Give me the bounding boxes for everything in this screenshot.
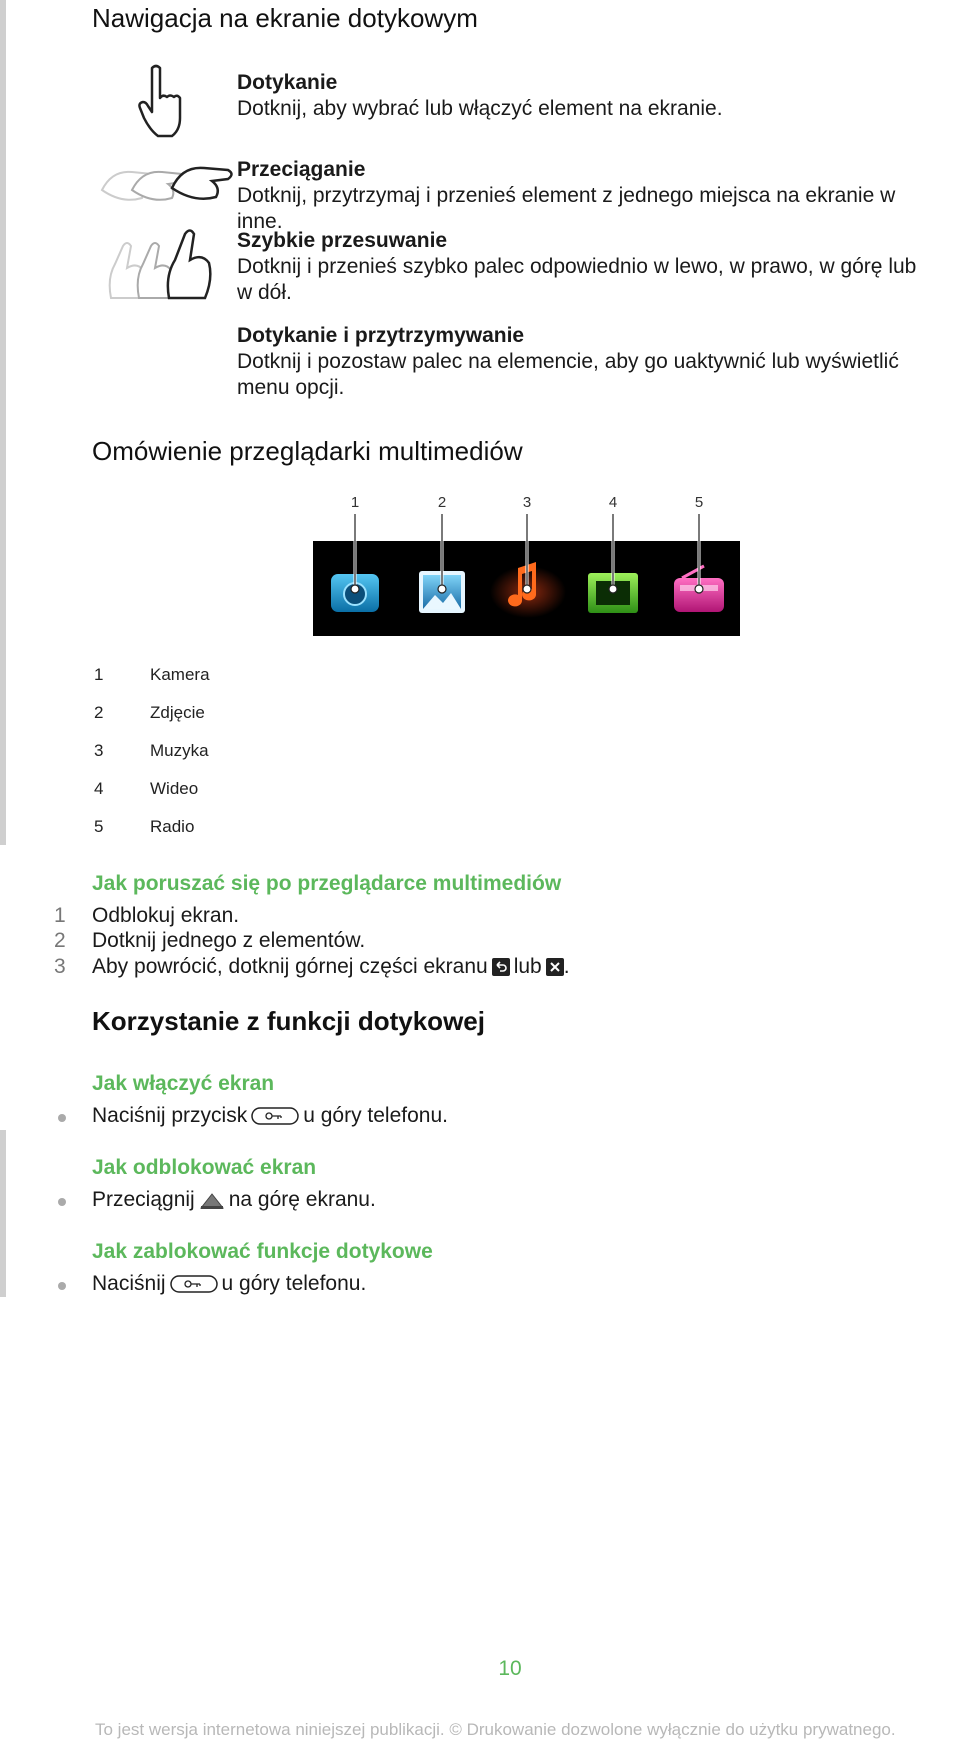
margin-bar-top bbox=[0, 0, 6, 845]
step-number: 3 bbox=[54, 955, 66, 978]
bullet-text bbox=[92, 1272, 366, 1296]
media-browser-figure bbox=[300, 488, 760, 638]
step-number: 2 bbox=[54, 929, 66, 952]
bullet-text-after: u góry telefonu. bbox=[303, 1104, 448, 1127]
bullet-dot bbox=[58, 1198, 66, 1206]
gesture-title: Dotykanie i przytrzymywanie bbox=[237, 324, 525, 347]
bullet-text-before: Naciśnij bbox=[92, 1272, 166, 1295]
step-text: Odblokuj ekran. bbox=[92, 904, 240, 927]
callout-3: 3 bbox=[522, 494, 532, 511]
step-text bbox=[92, 955, 570, 979]
step-text: Dotknij jednego z elementów. bbox=[92, 929, 366, 952]
footer-notice: To jest wersja internetowa niniejszej publikacji. © Drukowanie dozwolone wyłącznie do użytku prywatnego. bbox=[95, 1720, 896, 1739]
section-title-media: Omówienie przeglądarki multimediów bbox=[92, 436, 523, 466]
gesture-title: Dotykanie bbox=[237, 71, 338, 94]
bullet-text-before: Naciśnij przycisk bbox=[92, 1104, 248, 1127]
howto-title-lock: Jak zablokować funkcje dotykowe bbox=[92, 1240, 433, 1263]
legend-num: 4 bbox=[94, 779, 104, 798]
gesture-desc: Dotknij i pozostaw palec na elemencie, aby go uaktywnić lub wyświetlić menu opcji. bbox=[237, 350, 899, 399]
step-text-mid: lub bbox=[513, 955, 542, 978]
legend-num: 2 bbox=[94, 703, 104, 722]
bullet-unlock bbox=[0, 1188, 900, 1216]
gesture-desc: Dotknij, przytrzymaj i przenieś element z jednego miejsca na ekranie w inne. bbox=[237, 184, 896, 233]
legend-label: Radio bbox=[150, 817, 195, 836]
howto-title-unlock: Jak odblokować ekran bbox=[92, 1156, 317, 1179]
legend-label: Muzyka bbox=[150, 741, 209, 760]
step-text-after: . bbox=[563, 955, 570, 978]
bullet-dot bbox=[58, 1114, 66, 1122]
legend-label: Zdjęcie bbox=[150, 703, 205, 722]
step-3 bbox=[0, 955, 900, 981]
gesture-drag bbox=[237, 157, 937, 235]
callout-4: 4 bbox=[608, 494, 618, 511]
callout-2: 2 bbox=[437, 494, 447, 511]
drag-hand-icon bbox=[92, 150, 242, 210]
howto-title-navigate: Jak poruszać się po przeglądarce multimediów bbox=[92, 872, 562, 895]
step-number: 1 bbox=[54, 904, 66, 927]
bullet-text-after: na górę ekranu. bbox=[228, 1188, 376, 1211]
page-number: 10 bbox=[498, 1657, 522, 1680]
step-1 bbox=[0, 904, 900, 930]
bullet-text-after: u góry telefonu. bbox=[221, 1272, 367, 1295]
callout-1: 1 bbox=[350, 494, 360, 511]
close-icon bbox=[546, 958, 564, 976]
lock-key-icon bbox=[251, 1107, 299, 1125]
legend-label: Wideo bbox=[150, 779, 199, 798]
gesture-desc: Dotknij, aby wybrać lub włączyć element na ekranie. bbox=[237, 97, 723, 120]
gesture-hold bbox=[237, 323, 937, 401]
gesture-title: Przeciąganie bbox=[237, 158, 366, 181]
flick-hand-icon bbox=[103, 224, 223, 306]
legend-num: 3 bbox=[94, 741, 104, 760]
bullet-dot bbox=[58, 1282, 66, 1290]
tap-hand-icon bbox=[138, 64, 186, 142]
callout-5: 5 bbox=[694, 494, 704, 511]
bullet-text bbox=[92, 1104, 448, 1128]
lock-key-icon bbox=[170, 1275, 218, 1293]
section-title-touch-nav: Nawigacja na ekranie dotykowym bbox=[92, 3, 478, 33]
unlock-slider-icon bbox=[199, 1190, 225, 1210]
howto-title-turn-on: Jak włączyć ekran bbox=[92, 1072, 275, 1095]
step-text-before: Aby powrócić, dotknij górnej części ekranu bbox=[92, 955, 488, 978]
gesture-desc: Dotknij i przenieś szybko palec odpowiednio w lewo, w prawo, w górę lub w dół. bbox=[237, 255, 917, 304]
gesture-title: Szybkie przesuwanie bbox=[237, 229, 448, 252]
section-title-touch-func: Korzystanie z funkcji dotykowej bbox=[92, 1006, 485, 1036]
legend-num: 1 bbox=[94, 665, 104, 684]
back-icon bbox=[492, 958, 510, 976]
legend-num: 5 bbox=[94, 817, 104, 836]
gesture-flick bbox=[237, 228, 937, 306]
bullet-lock bbox=[0, 1272, 900, 1300]
gesture-tap bbox=[237, 70, 937, 122]
bullet-text bbox=[92, 1188, 376, 1212]
bullet-turn-on bbox=[0, 1104, 900, 1132]
step-2 bbox=[0, 929, 900, 955]
legend-label: Kamera bbox=[150, 665, 210, 684]
bullet-text-before: Przeciągnij bbox=[92, 1188, 195, 1211]
